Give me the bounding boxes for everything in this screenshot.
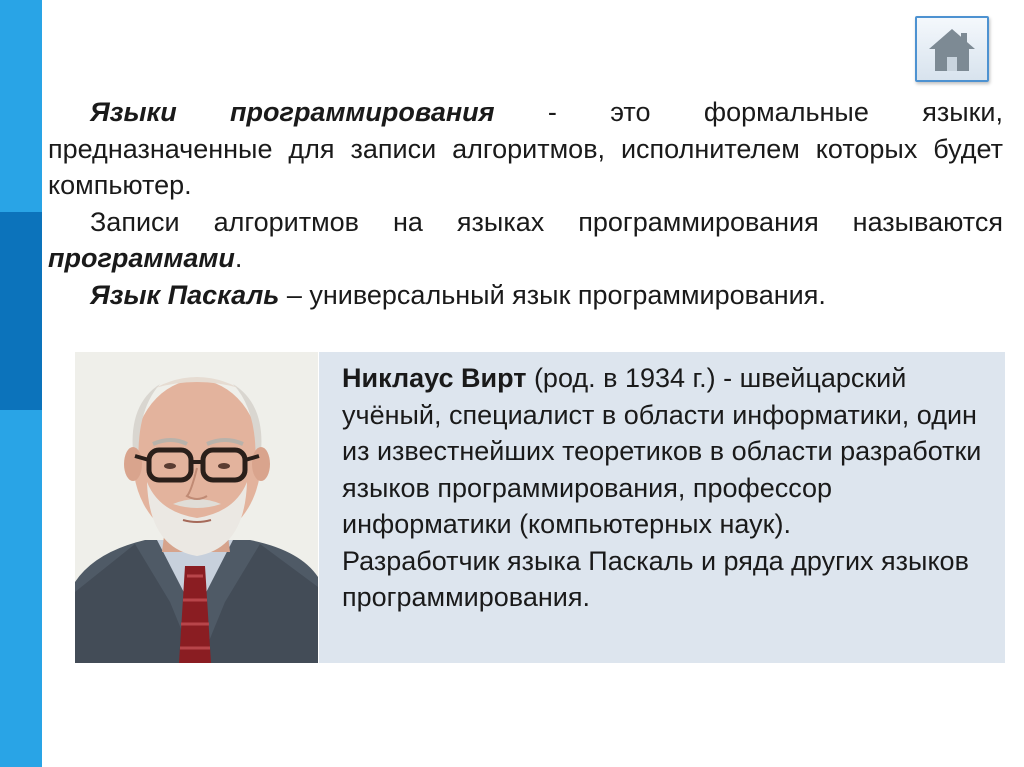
term-programs: программами (48, 243, 235, 273)
term-programming-languages: Языки программирования (90, 97, 495, 127)
home-button[interactable] (915, 16, 989, 82)
bio-text (342, 360, 998, 616)
bio-name: Никлаус Вирт (342, 363, 527, 393)
definition-pascal: – универсальный язык программирования. (279, 279, 826, 310)
left-accent-bar-dark (0, 212, 42, 410)
definition-programs-end: . (234, 243, 243, 273)
paragraph-pascal (48, 277, 1003, 314)
definitions-text (48, 94, 1003, 313)
paragraph-programs (48, 204, 1003, 277)
paragraph-programming-languages (48, 94, 1003, 204)
bio-paragraph-1 (342, 360, 998, 543)
definition-programs-start: Записи алгоритмов на языках программирования называются (90, 206, 1003, 237)
home-icon (927, 27, 977, 73)
term-pascal: Язык Паскаль (90, 279, 280, 310)
definition-programming-languages: - это формальные языки, предназначенные для записи алгоритмов, исполнителем которых будет компьютер. (48, 97, 1004, 200)
bio-paragraph-2: Разработчик языка Паскаль и ряда других языков программирования. (342, 545, 969, 612)
portrait-photo (75, 352, 318, 663)
bio-description: (род. в 1934 г.) - швейцарский учёный, специалист в области информатики, один из известнейших теоретиков в области разработки языков программирования, профессор информатики (компьютерных наук). (342, 363, 982, 539)
